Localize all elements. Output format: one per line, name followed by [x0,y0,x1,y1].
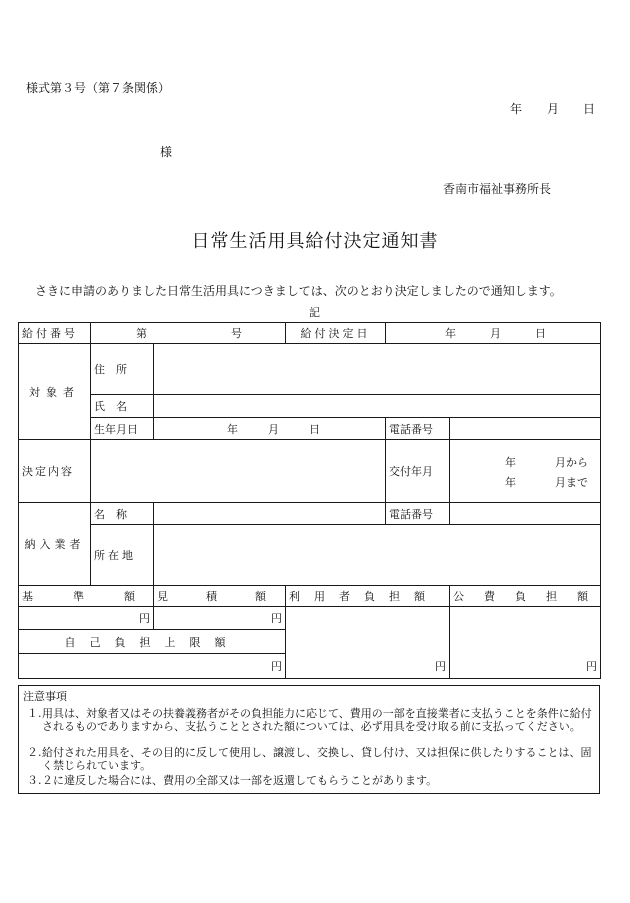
public-burden-label: 公費負担額 [450,586,601,607]
birthdate-day: 日 [309,422,320,436]
note-number: ３. [27,774,42,787]
note-item [27,774,595,787]
decision-date-day: 日 [535,327,546,340]
decision-date-label: 給付決定日 [286,323,386,344]
estimate-amount-label: 見積額 [154,586,286,607]
birthdate-label: 生年月日 [91,418,154,440]
vendor-label: 納入業者 [19,503,91,586]
note-text: 用具は、対象者又はその扶養義務者がその負担能力に応じて、費用の一部を直接業者に支払うことを条件に給付されるものでありますから、支払うこととされた額については、必ず用具を受け取る前に支払ってください。 [42,707,592,733]
notes-section [18,685,600,794]
name-label: 氏 名 [91,395,154,418]
vendor-phone-field[interactable] [450,503,601,525]
vendor-name-label: 名 称 [91,503,154,525]
public-burden-field[interactable] [450,607,601,679]
note-item [27,746,595,772]
period-to-year: 年 [505,476,516,489]
self-burden-limit-label: 自己負担上限額 [19,630,286,654]
public-burden-yen: 円 [586,660,597,673]
subject-label: 対象者 [19,344,91,440]
note-number: １. [27,707,42,720]
document-title: 日常生活用具給付決定通知書 [191,231,439,252]
payment-number-label: 給付番号 [19,323,91,344]
decision-date-month: 月 [490,327,501,340]
user-burden-field[interactable] [286,607,450,679]
period-from-label: 月から [555,456,588,469]
delivery-period-label: 交付年月 [386,440,450,503]
address-label: 住 所 [91,344,154,395]
decision-label: 決定内容 [19,440,91,503]
phone-field[interactable] [450,418,601,440]
self-burden-yen: 円 [271,660,282,673]
estimate-yen: 円 [271,612,282,625]
intro-text: さきに申請のありました日常生活用具につきましては、次のとおり決定しましたので通知します。 [35,284,562,298]
note-item [27,707,595,733]
header-date-day: 日 [583,102,596,116]
birthdate-month: 月 [268,422,279,436]
delivery-period-field[interactable] [450,440,601,503]
birthdate-field[interactable] [154,418,386,440]
phone-label: 電話番号 [386,418,450,440]
vendor-name-field[interactable] [154,503,386,525]
form-table [18,322,608,679]
standard-amount-label: 基準額 [19,586,154,607]
addressee-suffix: 様 [160,145,173,159]
user-burden-yen: 円 [435,660,446,673]
form-number: 様式第３号（第７条関係） [26,81,171,95]
header-date-month: 月 [547,102,560,116]
dai-label: 第 [136,327,147,340]
vendor-phone-label: 電話番号 [386,503,450,525]
decision-date-year: 年 [445,327,456,340]
period-to-label: 月まで [555,476,588,489]
vendor-location-label: 所在地 [91,525,154,586]
address-field[interactable] [154,344,601,395]
period-from-year: 年 [505,456,516,469]
name-field[interactable] [154,395,601,418]
decision-date-field[interactable] [386,323,601,344]
standard-amount-field[interactable] [19,607,154,630]
payment-number-field[interactable] [91,323,286,344]
estimate-amount-field[interactable] [154,607,286,630]
birthdate-year: 年 [227,422,238,436]
header-date-year: 年 [510,102,523,116]
decision-field[interactable] [91,440,386,503]
note-text: 給付された用具を、その目的に反して使用し、譲渡し、交換し、貸し付け、又は担保に供したりすることは、固く禁じられています。 [42,746,592,772]
user-burden-label: 利用者負担額 [286,586,450,607]
note-number: ２. [27,746,42,759]
standard-yen: 円 [139,612,150,625]
self-burden-limit-field[interactable] [19,654,286,679]
ki-label: 記 [309,306,320,319]
go-label: 号 [231,327,242,340]
vendor-location-field[interactable] [154,525,601,586]
issuer: 香南市福祉事務所長 [443,182,552,196]
notes-heading: 注意事項 [23,690,67,703]
note-text: ２に違反した場合には、費用の全部又は一部を返還してもらうことがあります。 [42,774,438,787]
